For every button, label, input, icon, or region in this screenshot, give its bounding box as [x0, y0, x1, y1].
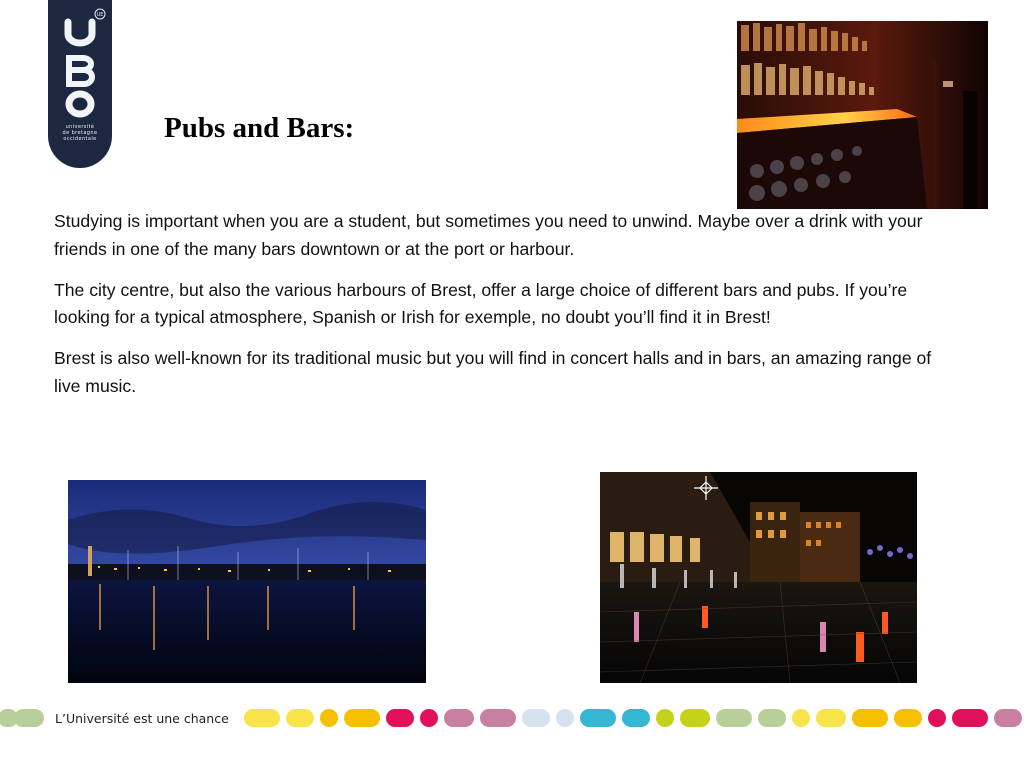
footer-dot [444, 709, 474, 727]
footer-dot [580, 709, 616, 727]
footer-dot [816, 709, 846, 727]
footer-dot [656, 709, 674, 727]
page-title: Pubs and Bars: [164, 112, 355, 144]
footer-dot [14, 709, 44, 727]
body-text [54, 208, 954, 414]
footer-dot [852, 709, 888, 727]
logo-subtitle-line: occidentale [63, 136, 97, 142]
footer-dot [622, 709, 650, 727]
footer-dot [522, 709, 550, 727]
footer-dot [952, 709, 988, 727]
footer-dot [244, 709, 280, 727]
paragraph: The city centre, but also the various harbours of Brest, offer a large choice of different bars and pubs. If you’re looking for a typical atmosphere, Spanish or Irish for exemple, no doubt you’ll find it in Brest! [54, 279, 908, 327]
footer-dot [556, 709, 574, 727]
logo-subtitle-line: de bretagne [62, 130, 98, 136]
bar-photo [737, 21, 988, 209]
logo-subtitle [48, 124, 112, 142]
paragraph: Brest is also well-known for its traditional music but you will find in concert halls and in bars, an amazing range of live music. [54, 348, 932, 396]
ubo-logo [48, 0, 112, 168]
footer-dot [480, 709, 516, 727]
logo-subtitle-line: université [65, 124, 95, 130]
footer-dot [680, 709, 710, 727]
footer-dot [792, 709, 810, 727]
footer-dot [344, 709, 380, 727]
footer-dot [716, 709, 752, 727]
harbour-photo [68, 480, 426, 683]
fountains-photo [600, 472, 917, 683]
footer-dot [928, 709, 946, 727]
footer-dot [420, 709, 438, 727]
footer-slogan: L’Université est une chance [55, 711, 229, 726]
footer-dot [320, 709, 338, 727]
footer-dot [758, 709, 786, 727]
footer-dot [386, 709, 414, 727]
footer-dot [894, 709, 922, 727]
ubo-wordmark-icon [48, 0, 112, 124]
footer-dot [994, 709, 1022, 727]
paragraph: Studying is important when you are a student, but sometimes you need to unwind. Maybe over a drink with your friends in one of the many bars downtown or at the port or harbour. [54, 211, 923, 259]
footer-dot [286, 709, 314, 727]
svg-text:UE: UE [96, 12, 104, 18]
